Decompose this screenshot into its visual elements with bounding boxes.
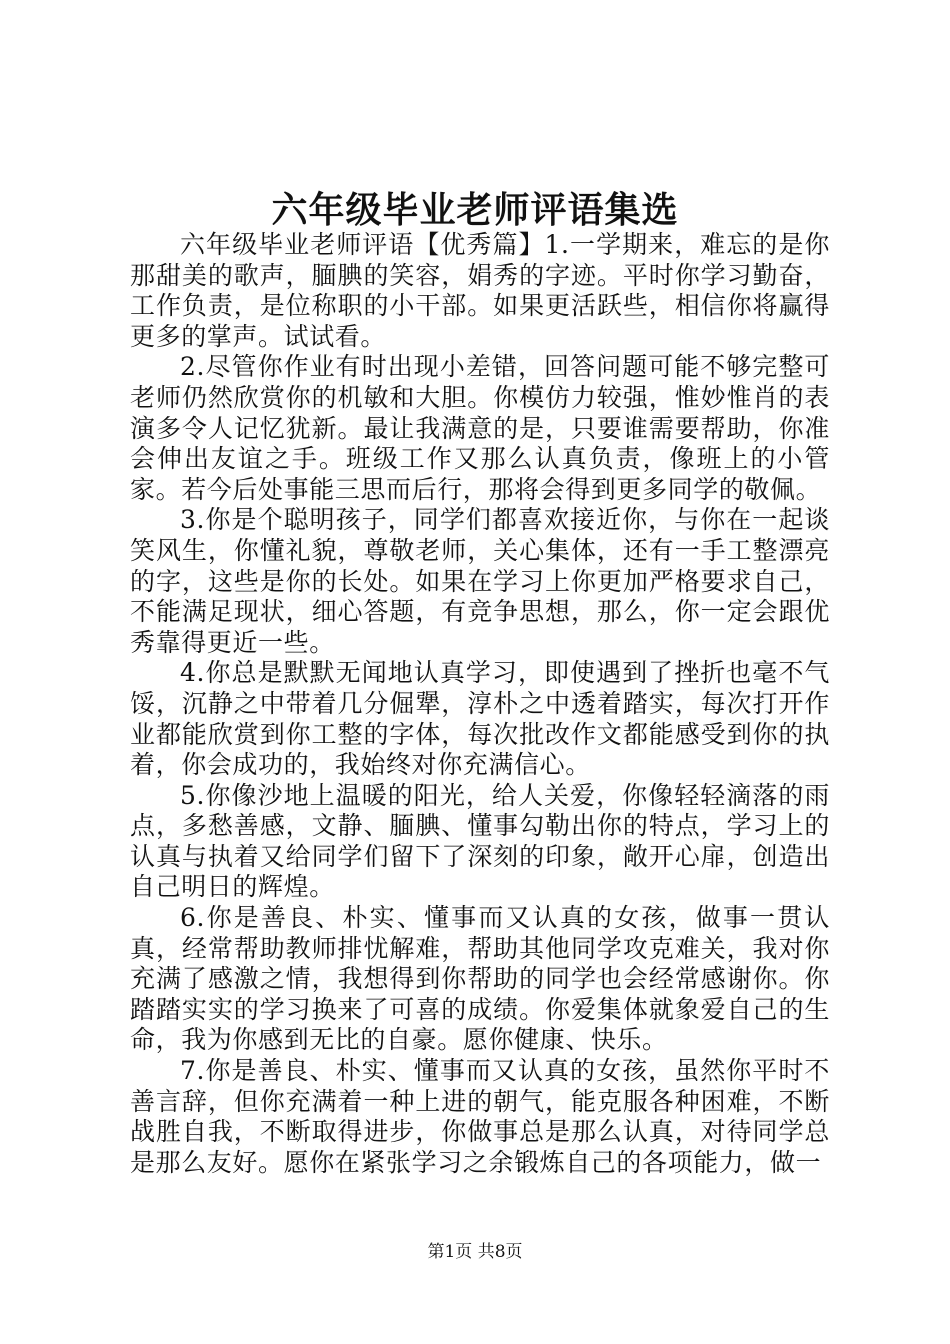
document-title: 六年级毕业老师评语集选 xyxy=(271,189,679,231)
paragraph-1: 六年级毕业老师评语【优秀篇】1.一学期来，难忘的是你那甜美的歌声，腼腆的笑容，娟秀的字迹。平时你学习勤奋，工作负责，是位称职的小干部。如果更活跃些，相信你将赢得更多的掌声。试试看。 xyxy=(130,230,830,351)
page-number-footer: 第1页 共8页 xyxy=(427,1242,523,1262)
paragraph-7: 7.你是善良、朴实、懂事而又认真的女孩，虽然你平时不善言辞，但你充满着一种上进的朝气，能克服各种困难，不断战胜自我，不断取得进步，你做事总是那么认真，对待同学总是那么友好。愿你在紧张学习之余锻炼自己的各项能力，做一 xyxy=(130,1056,830,1177)
document-body xyxy=(130,230,830,1178)
paragraph-6: 6.你是善良、朴实、懂事而又认真的女孩，做事一贯认真，经常帮助教师排忧解难，帮助其他同学攻克难关，我对你充满了感激之情，我想得到你帮助的同学也会经常感谢你。你踏踏实实的学习换来了可喜的成绩。你爱集体就象爱自己的生命，我为你感到无比的自豪。愿你健康、快乐。 xyxy=(130,903,830,1055)
paragraph-4: 4.你总是默默无闻地认真学习，即使遇到了挫折也毫不气馁，沉静之中带着几分倔犟，淳朴之中透着踏实，每次打开作业都能欣赏到你工整的字体，每次批改作文都能感受到你的执着，你会成功的，我始终对你充满信心。 xyxy=(130,658,830,780)
paragraph-2: 2.尽管你作业有时出现小差错，回答问题可能不够完整可老师仍然欣赏你的机敏和大胆。你模仿力较强，惟妙惟肖的表演多令人记忆犹新。最让我满意的是，只要谁需要帮助，你准会伸出友谊之手。班级工作又那么认真负责，像班上的小管家。若今后处事能三思而后行，那将会得到更多同学的敬佩。 xyxy=(130,352,830,504)
paragraph-5: 5.你像沙地上温暖的阳光，给人关爱，你像轻轻滴落的雨点，多愁善感，文静、腼腆、懂事勾勒出你的特点，学习上的认真与执着又给同学们留下了深刻的印象，敞开心扉，创造出自己明日的辉煌。 xyxy=(130,780,830,902)
paragraph-3: 3.你是个聪明孩子，同学们都喜欢接近你，与你在一起谈笑风生，你懂礼貌，尊敬老师，关心集体，还有一手工整漂亮的字，这些是你的长处。如果在学习上你更加严格要求自己，不能满足现状，细心答题，有竞争思想，那么，你一定会跟优秀靠得更近一些。 xyxy=(130,505,830,657)
